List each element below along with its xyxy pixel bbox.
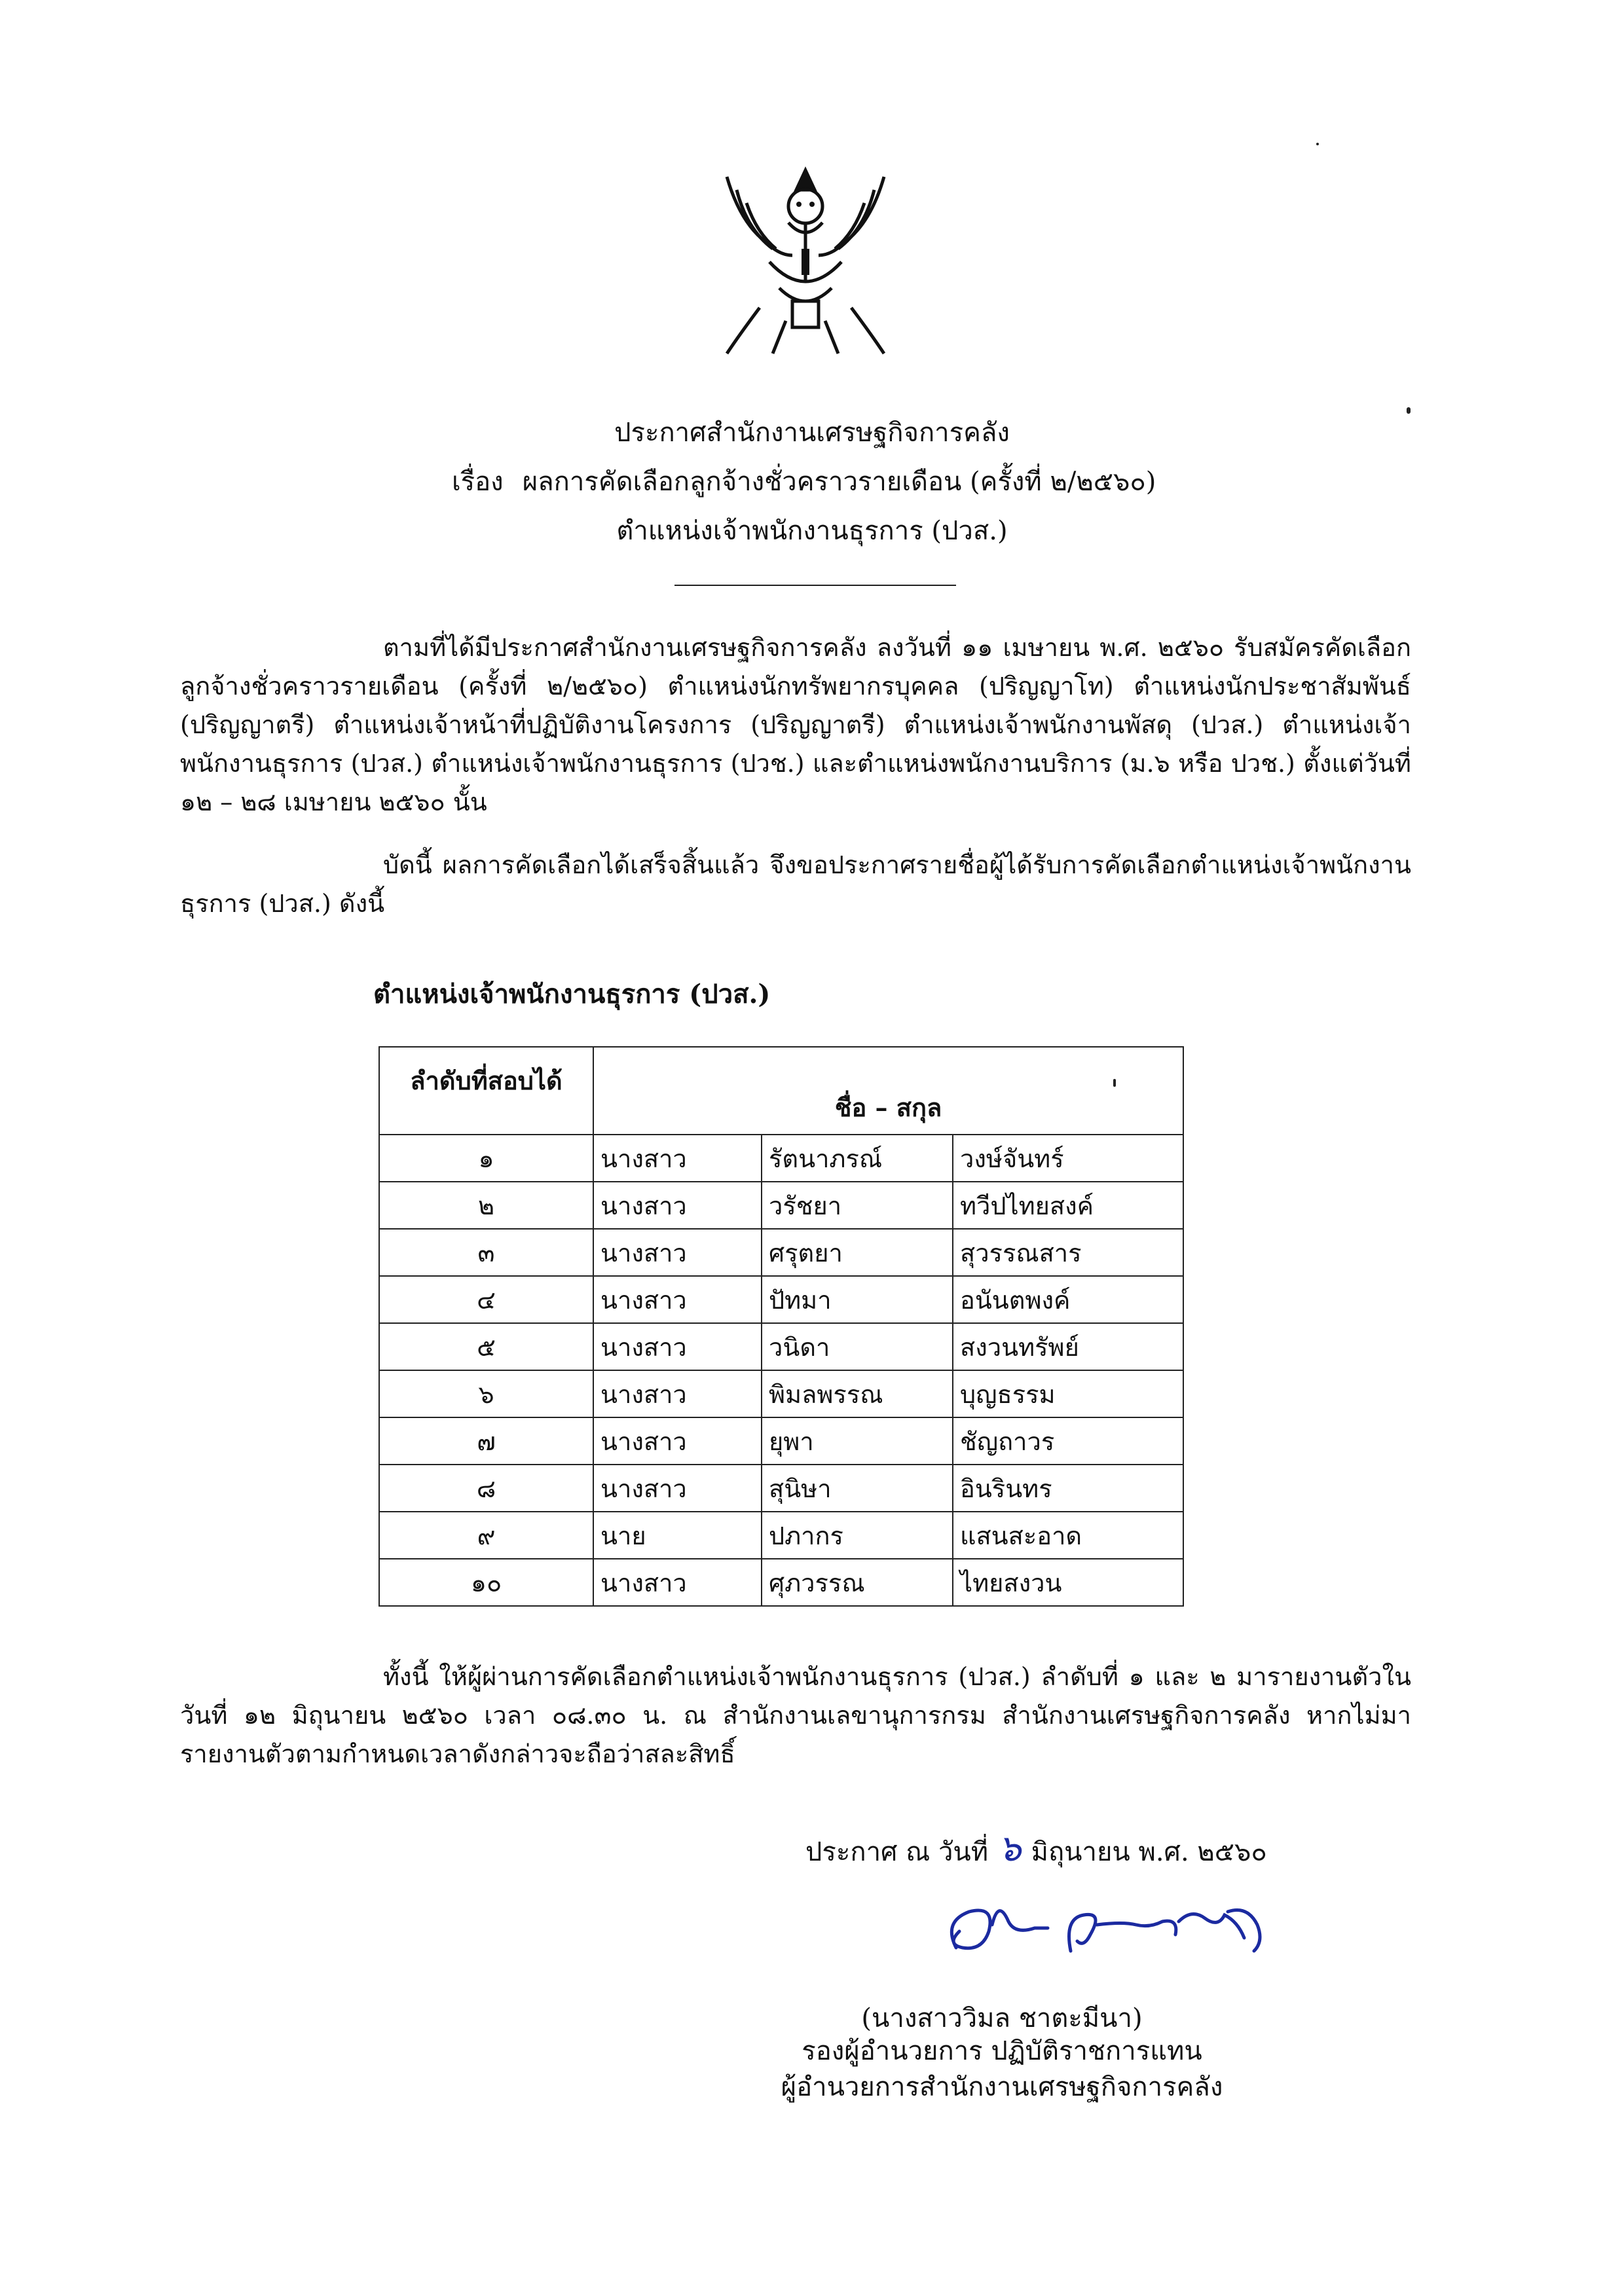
- last-name-cell: ทวีปไทยสงค์: [953, 1182, 1183, 1229]
- column-header-rank: ลำดับที่สอบได้: [379, 1047, 593, 1135]
- paragraph-result: [180, 846, 1411, 923]
- first-name-cell: วนิดา: [762, 1323, 953, 1370]
- heading-divider: [674, 585, 956, 586]
- title-cell: นางสาว: [593, 1417, 762, 1465]
- column-header-name: ชื่อ – สกุล: [593, 1047, 1183, 1135]
- last-name-cell: ชัญถาวร: [953, 1417, 1183, 1465]
- last-name-cell: อินรินทร: [953, 1465, 1183, 1512]
- first-name-cell: รัตนาภรณ์: [762, 1135, 953, 1182]
- rank-cell: ๑: [379, 1135, 593, 1182]
- rank-cell: ๘: [379, 1465, 593, 1512]
- signature-icon: [930, 1886, 1297, 1984]
- table-row: [379, 1370, 1183, 1417]
- paragraph-background: [180, 629, 1411, 822]
- subject-text: ผลการคัดเลือกลูกจ้างชั่วคราวรายเดือน (ครั้งที่ ๒/๒๕๖๐): [522, 467, 1156, 497]
- scan-speck: [1407, 407, 1411, 414]
- paragraph-report: [180, 1658, 1411, 1774]
- table-row: [379, 1417, 1183, 1465]
- title-cell: นางสาว: [593, 1182, 762, 1229]
- scan-speck: [1113, 1079, 1116, 1087]
- announcement-heading: ประกาศสำนักงานเศรษฐกิจการคลัง: [614, 418, 1010, 448]
- declaration-day: ๖: [998, 1827, 1022, 1870]
- position-heading: ตำแหน่งเจ้าพนักงานธุรการ (ปวส.): [616, 516, 1008, 546]
- first-name-cell: วรัชยา: [762, 1182, 953, 1229]
- first-name-cell: ศุภวรรณ: [762, 1559, 953, 1606]
- first-name-cell: ปัทมา: [762, 1276, 953, 1323]
- rank-cell: ๓: [379, 1229, 593, 1276]
- last-name-cell: ไทยสงวน: [953, 1559, 1183, 1606]
- table-row: [379, 1182, 1183, 1229]
- rank-cell: ๑๐: [379, 1559, 593, 1606]
- paragraph-result-text: บัดนี้ ผลการคัดเลือกได้เสร็จสิ้นแล้ว จึงขอประกาศรายชื่อผู้ได้รับการคัดเลือกตำแหน่งเจ้าพนักงานธุรการ (ปวส.) ดังนี้: [180, 850, 1411, 918]
- last-name-cell: อนันตพงค์: [953, 1276, 1183, 1323]
- last-name-cell: แสนสะอาด: [953, 1512, 1183, 1559]
- first-name-cell: ศรุตยา: [762, 1229, 953, 1276]
- last-name-cell: สงวนทรัพย์: [953, 1323, 1183, 1370]
- section-title: ตำแหน่งเจ้าพนักงานธุรการ (ปวส.): [373, 979, 771, 1010]
- declaration-prefix: ประกาศ ณ วันที่: [805, 1837, 989, 1867]
- table-row: [379, 1323, 1183, 1370]
- table-row: [379, 1512, 1183, 1559]
- title-cell: นาย: [593, 1512, 762, 1559]
- last-name-cell: วงษ์จันทร์: [953, 1135, 1183, 1182]
- title-cell: นางสาว: [593, 1370, 762, 1417]
- rank-cell: ๙: [379, 1512, 593, 1559]
- rank-cell: ๔: [379, 1276, 593, 1323]
- signer-title-line1: รองผู้อำนวยการ ปฏิบัติราชการแทน: [802, 2036, 1202, 2066]
- title-cell: นางสาว: [593, 1276, 762, 1323]
- title-cell: นางสาว: [593, 1323, 762, 1370]
- first-name-cell: ปภากร: [762, 1512, 953, 1559]
- paragraph-report-text: ทั้งนี้ ให้ผู้ผ่านการคัดเลือกตำแหน่งเจ้าพนักงานธุรการ (ปวส.) ลำดับที่ ๑ และ ๒ มารายงานตัวในวันที่ ๑๒ มิถุนายน ๒๕๖๐ เวลา ๐๘.๓๐ น. ณ สำนักงานเลขานุการกรม สำนักงานเศรษฐกิจการคลัง หากไม่มารายงานตัวตามกำหนดเวลาดังกล่าวจะถือว่าสละสิทธิ์: [180, 1662, 1411, 1768]
- first-name-cell: พิมลพรรณ: [762, 1370, 953, 1417]
- table-row: [379, 1276, 1183, 1323]
- table-row: [379, 1229, 1183, 1276]
- rank-cell: ๒: [379, 1182, 593, 1229]
- title-cell: นางสาว: [593, 1559, 762, 1606]
- title-cell: นางสาว: [593, 1465, 762, 1512]
- last-name-cell: บุญธรรม: [953, 1370, 1183, 1417]
- table-row: [379, 1135, 1183, 1182]
- results-table: [378, 1046, 1184, 1607]
- first-name-cell: ยุพา: [762, 1417, 953, 1465]
- title-cell: นางสาว: [593, 1229, 762, 1276]
- rank-cell: ๗: [379, 1417, 593, 1465]
- rank-cell: ๖: [379, 1370, 593, 1417]
- title-cell: นางสาว: [593, 1135, 762, 1182]
- subject-line: [452, 460, 1156, 502]
- signer-title-line2: ผู้อำนวยการสำนักงานเศรษฐกิจการคลัง: [781, 2072, 1223, 2102]
- signer-name: (นางสาววิมล ชาตะมีนา): [861, 2003, 1143, 2033]
- table-row: [379, 1559, 1183, 1606]
- first-name-cell: สุนิษา: [762, 1465, 953, 1512]
- table-header-row: [379, 1047, 1183, 1135]
- table-row: [379, 1465, 1183, 1512]
- last-name-cell: สุวรรณสาร: [953, 1229, 1183, 1276]
- rank-cell: ๕: [379, 1323, 593, 1370]
- declaration-suffix: มิถุนายน พ.ศ. ๒๕๖๐: [1031, 1837, 1267, 1867]
- subject-label: เรื่อง: [452, 467, 504, 497]
- scan-speck: [1316, 143, 1319, 145]
- declaration-date: [805, 1819, 1267, 1877]
- garuda-emblem-icon: [707, 157, 904, 367]
- paragraph-background-text: ตามที่ได้มีประกาศสำนักงานเศรษฐกิจการคลัง ลงวันที่ ๑๑ เมษายน พ.ศ. ๒๕๖๐ รับสมัครคัดเลือกลูกจ้างชั่วคราวรายเดือน (ครั้งที่ ๒/๒๕๖๐) ตำแหน่งนักทรัพยากรบุคคล (ปริญญาโท) ตำแหน่งนักประชาสัมพันธ์ (ปริญญาตรี) ตำแหน่งเจ้าหน้าที่ปฏิบัติงานโครงการ (ปริญญาตรี) ตำแหน่งเจ้าพนักงานพัสดุ (ปวส.) ตำแหน่งเจ้าพนักงานธุรการ (ปวส.) ตำแหน่งเจ้าพนักงานธุรการ (ปวช.) และตำแหน่งพนักงานบริการ (ม.๖ หรือ ปวช.) ตั้งแต่วันที่ ๑๒ – ๒๘ เมษายน ๒๕๖๐ นั้น: [180, 633, 1411, 816]
